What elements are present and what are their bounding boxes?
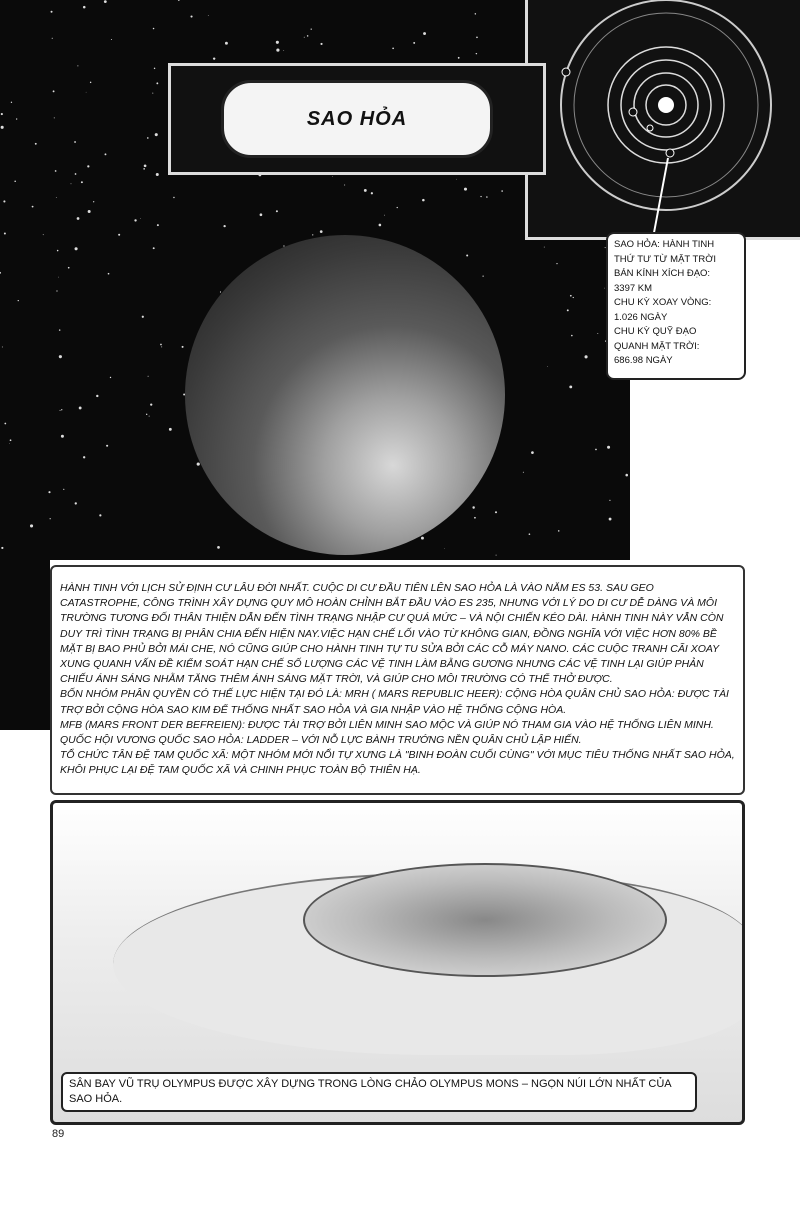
star: [56, 290, 57, 291]
description-paragraph: HÀNH TINH VỚI LỊCH SỬ ĐỊNH CƯ LÂU ĐỜI NHẤT. CUỘC DI CƯ ĐẦU TIÊN LÊN SAO HỎA LÀ VÀO NĂM ES 53. SAU GEO CATASTROPHE, CÔNG TRÌNH XÂY DỰNG QUY MÔ HOÀN CHỈNH BẮT ĐẦU VÀO ES 235, NHƯNG VỚI LÝ DO DI CƯ DỄ DÀNG VÀ MÔI TRƯỜNG TƯƠNG ĐỐI THÂN THIỆN DẪN ĐẾN TÌNH TRẠNG NHẬP CƯ QUÁ MỨC – VÀ NỘI CHIẾN KÉO DÀI. HÀNH TINH NÀY VẪN CÒN DUY TRÌ TÌNH TRẠNG BỊ PHÂN CHIA ĐẾN HIỆN NAY.VIỆC HẠN CHẾ LỐI VÀO TỪ KHÔNG GIAN, ĐỒNG NGHĨA VỚI VIỆC HƠN 80% BỀ MẶT BỊ BAO PHỦ BỞI MÁI CHE, NÓ CŨNG GIÚP CHO HÀNH TINH TỰ TU SỬA BỞI CÁC CỖ MÁY NANO. CÁC CUỘC TRANH CÃI XOAY XUNG QUANH VẤN ĐỀ KIỂM SOÁT HẠN CHẾ SỐ LƯỢNG CÁC VỆ TINH LÀM BẰNG GƯƠNG NHƯNG CÁC VỆ TINH LẠI GIÚP PHẢN CHIẾU ÁNH SÁNG NHẰM TĂNG THÊM ÁNH SÁNG MẶT TRỜI, VÀ GIÚP CHO MÔI TRƯỜNG CÓ THỂ THỞ ĐƯỢC.: [60, 582, 724, 686]
star: [480, 196, 481, 197]
star: [547, 366, 548, 367]
star: [50, 518, 51, 519]
star: [148, 376, 149, 377]
star: [379, 224, 382, 227]
star: [476, 37, 478, 39]
star: [156, 82, 158, 84]
star: [4, 232, 6, 234]
star: [496, 555, 497, 556]
star: [71, 183, 72, 184]
description-paragraph: QUỐC HỘI VƯƠNG QUỐC SAO HỎA: LADDER – VỚI NỖ LỰC BÀNH TRƯỚNG NỀN QUÂN CHỦ LẬP HIẾN.: [60, 734, 582, 747]
star: [422, 199, 425, 202]
star: [558, 530, 560, 532]
star: [111, 39, 112, 40]
star: [77, 217, 80, 220]
star: [118, 234, 120, 236]
star: [14, 180, 16, 182]
star: [486, 196, 488, 198]
star: [86, 92, 87, 93]
star: [57, 250, 59, 252]
star: [143, 168, 145, 170]
star: [48, 491, 50, 493]
star: [150, 403, 152, 405]
description-paragraph: TỔ CHỨC TÂN ĐỆ TAM QUỐC XÃ: MỘT NHÓM MỚI NỔI TỰ XƯNG LÀ "BINH ĐOÀN CUỐI CÙNG" VỚI MỤC TIÊU THỐNG NHẤT SAO HỎA, KHÔI PHỤC LẠI ĐỆ TAM QUỐC XÃ VÀ CHINH PHỤC TOÀN BỘ THIÊN HẠ.: [60, 749, 735, 777]
star: [105, 153, 107, 155]
star: [146, 414, 147, 415]
star: [597, 333, 598, 334]
star: [75, 173, 77, 175]
star: [55, 170, 57, 172]
star: [160, 344, 162, 346]
star: [153, 247, 155, 249]
star: [208, 15, 209, 16]
star: [161, 346, 162, 347]
page-number: 89: [52, 1128, 65, 1140]
star: [61, 435, 64, 438]
star: [61, 409, 62, 410]
star: [75, 502, 77, 504]
star: [32, 206, 34, 208]
star: [260, 213, 263, 216]
star: [501, 190, 503, 192]
star: [53, 90, 55, 92]
star: [106, 445, 108, 447]
star: [312, 234, 313, 235]
star: [544, 247, 545, 248]
star: [444, 548, 445, 549]
info-line: 686.98 NGÀY: [614, 355, 673, 366]
solar-system-diagram: [525, 0, 800, 240]
star: [458, 57, 460, 59]
title-banner: [221, 80, 493, 158]
star: [344, 185, 345, 186]
star: [1, 113, 3, 115]
star: [609, 518, 612, 521]
star: [155, 133, 158, 136]
star: [320, 43, 322, 45]
star: [83, 6, 86, 9]
star: [156, 173, 159, 176]
star: [77, 65, 78, 66]
star: [0, 272, 1, 274]
star: [96, 395, 98, 397]
star: [104, 0, 107, 3]
star: [134, 219, 136, 221]
star: [456, 179, 457, 180]
star: [154, 68, 155, 69]
star: [56, 197, 57, 198]
star: [147, 137, 149, 139]
star: [421, 537, 424, 540]
star: [567, 309, 569, 311]
star: [223, 225, 225, 227]
info-line: CHU KỲ XOAY VÒNG:: [614, 297, 712, 308]
star: [585, 355, 588, 358]
star: [571, 335, 573, 337]
info-line: BÁN KÍNH XÍCH ĐẠO:: [614, 268, 711, 279]
star: [173, 197, 174, 198]
star: [79, 407, 82, 410]
star: [1, 547, 3, 549]
star: [276, 210, 278, 212]
star: [110, 377, 111, 378]
star: [2, 347, 3, 348]
star: [9, 443, 10, 444]
star: [93, 201, 94, 202]
star: [59, 355, 62, 358]
star: [99, 514, 101, 516]
star: [83, 456, 85, 458]
caption-box: SÂN BAY VŨ TRỤ OLYMPUS ĐƯỢC XÂY DỰNG TRONG LÒNG CHẢO OLYMPUS MONS – NGỌN NÚI LỚN NHẤT CỦA SAO HỎA.: [61, 1072, 697, 1112]
star: [108, 273, 110, 275]
star: [311, 28, 312, 29]
star: [74, 141, 76, 143]
star: [90, 82, 91, 83]
crater-illustration: [303, 863, 667, 977]
star: [144, 164, 147, 167]
star: [573, 297, 574, 298]
star: [60, 410, 61, 411]
star: [149, 416, 150, 417]
star: [625, 474, 628, 477]
star: [43, 234, 44, 235]
page-title: SAO HỎA: [306, 107, 408, 130]
star: [531, 451, 534, 454]
star: [52, 38, 53, 39]
star: [225, 42, 228, 45]
star: [190, 15, 192, 17]
star: [474, 517, 476, 519]
star: [11, 102, 12, 103]
title-plaque: [168, 63, 546, 175]
star: [371, 192, 373, 194]
star: [556, 263, 557, 264]
starfield-strip: [0, 560, 50, 730]
star: [364, 189, 367, 192]
star: [3, 200, 5, 202]
star: [140, 218, 141, 219]
star: [476, 53, 477, 54]
star: [276, 48, 279, 51]
star: [18, 300, 19, 301]
star: [569, 385, 572, 388]
star: [16, 118, 17, 119]
star: [59, 329, 60, 330]
star: [413, 42, 415, 44]
star: [475, 13, 476, 14]
star: [384, 215, 385, 216]
star: [570, 295, 572, 297]
star: [332, 176, 333, 177]
star: [307, 35, 309, 37]
star: [276, 41, 279, 44]
star: [604, 288, 605, 289]
star: [58, 277, 59, 278]
planet-info-box: [606, 232, 746, 380]
star: [88, 210, 91, 213]
star: [169, 428, 172, 431]
info-line: 1.026 NGÀY: [614, 311, 668, 323]
info-line: THỨ TƯ TỪ MẶT TRỜI: [614, 253, 716, 265]
description-paragraph: BỐN NHÓM PHÂN QUYỀN CÓ THẾ LỰC HIỆN TẠI ĐÓ LÀ: MRH ( MARS REPUBLIC HEER): CỘNG HÒA QUÂN CHỦ SAO HỎA: ĐƯỢC TÀI TRỢ BỞI CỘNG HÒA SAO KIM ĐỂ THỐNG NHẤT SAO HỎA VÀ GIA NHẬP VÀO HỆ THỐNG CỘNG HÒA.: [60, 688, 729, 716]
star: [213, 57, 215, 59]
star: [529, 533, 531, 535]
star: [81, 181, 83, 183]
star: [157, 224, 159, 226]
description-paragraph: MFB (MARS FRONT DER BEFREIEN): ĐƯỢC TÀI TRỢ BỞI LIÊN MINH SAO MỘC VÀ GIÚP NÓ THAM GIA VÀO HỆ THỐNG LIÊN MINH.: [60, 718, 714, 731]
star: [495, 511, 497, 513]
info-line: 3397 KM: [614, 282, 653, 294]
star: [595, 449, 597, 451]
star: [63, 489, 64, 490]
star: [142, 316, 144, 318]
star: [397, 207, 398, 208]
star: [523, 472, 524, 473]
star: [178, 0, 180, 1]
info-line: CHU KỲ QUỸ ĐẠO: [614, 326, 697, 337]
star: [152, 93, 153, 94]
star: [4, 423, 6, 425]
star: [609, 500, 610, 501]
star: [466, 254, 468, 256]
star: [217, 546, 220, 549]
star: [35, 143, 37, 145]
mars-planet-image: [185, 235, 505, 555]
star: [75, 247, 78, 250]
olympus-mons-panel: [50, 800, 745, 1125]
star: [30, 524, 33, 527]
star: [392, 48, 394, 50]
star: [304, 37, 305, 38]
star: [182, 346, 184, 348]
star: [283, 50, 284, 51]
star: [320, 230, 323, 233]
star: [54, 117, 55, 118]
info-line: SAO HỎA: HÀNH TINH: [614, 239, 715, 250]
info-line: QUANH MẶT TRỜI:: [614, 340, 700, 352]
star: [472, 506, 474, 508]
star: [10, 439, 12, 441]
star: [1, 126, 4, 129]
star: [68, 267, 70, 269]
star: [607, 446, 610, 449]
orbit-diagram-icon: [528, 0, 800, 240]
description-box: [50, 565, 745, 795]
star: [482, 276, 483, 277]
star: [464, 188, 467, 191]
star: [51, 11, 53, 13]
star: [423, 32, 426, 35]
star: [87, 165, 89, 167]
star: [153, 28, 155, 30]
